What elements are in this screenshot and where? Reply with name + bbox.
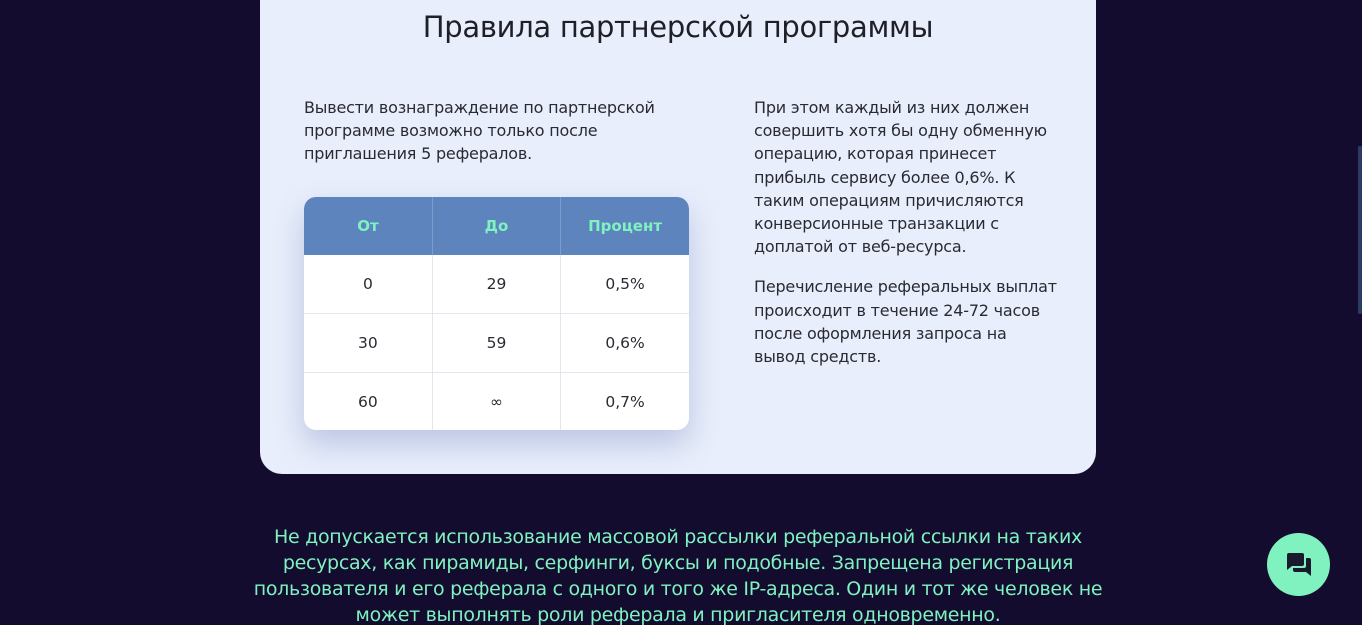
table-row (304, 373, 689, 431)
header-to: До (432, 197, 560, 255)
header-from: От (304, 197, 432, 255)
cell-to: 29 (432, 255, 560, 314)
table-row (304, 255, 689, 314)
restrictions-notice: Не допускается использование массовой рассылки реферальной ссылки на таких ресурсах, как пирамиды, серфинги, буксы и подобные. Запрещена регистрация пользователя и его реферала с одного и того же IP-адреса. Один и тот же человек не может выполнять роли реферала и пригласителя одновременно. (253, 526, 1103, 625)
chat-button[interactable] (1267, 533, 1330, 596)
partner-rules-card (260, 0, 1096, 474)
table-row (304, 314, 689, 373)
chat-bubbles-icon (1285, 552, 1313, 578)
rules-paragraph-operations: При этом каждый из них должен совершить хотя бы одну обменную операцию, которая принесет прибыль сервису более 0,6%. К таким операциям причисляются конверсионные транзакции с доплатой от веб-ресурса. (754, 98, 1047, 257)
scrollbar-thumb[interactable] (1358, 146, 1362, 314)
cell-to: ∞ (432, 373, 560, 431)
cell-from: 60 (304, 373, 432, 431)
rules-details (754, 96, 1060, 385)
cell-from: 0 (362, 275, 373, 293)
cell-to: 59 (432, 314, 560, 373)
cell-from: 30 (304, 314, 432, 373)
header-percent: Процент (561, 197, 689, 255)
cell-percent: 0,7% (561, 373, 689, 431)
cell-percent: 0,5% (561, 255, 689, 314)
card-title: Правила партнерской программы (422, 10, 934, 44)
cell-percent: 0,6% (561, 314, 689, 373)
rules-paragraph-payouts: Перечисление реферальных выплат происходит в течение 24-72 часов после оформления запроса на вывод средств. (754, 277, 1057, 367)
withdrawal-condition-text: Вывести вознаграждение по партнерской программе возможно только после приглашения 5 рефералов. (304, 98, 655, 163)
table-header-row (304, 197, 689, 255)
commission-table (304, 197, 689, 430)
